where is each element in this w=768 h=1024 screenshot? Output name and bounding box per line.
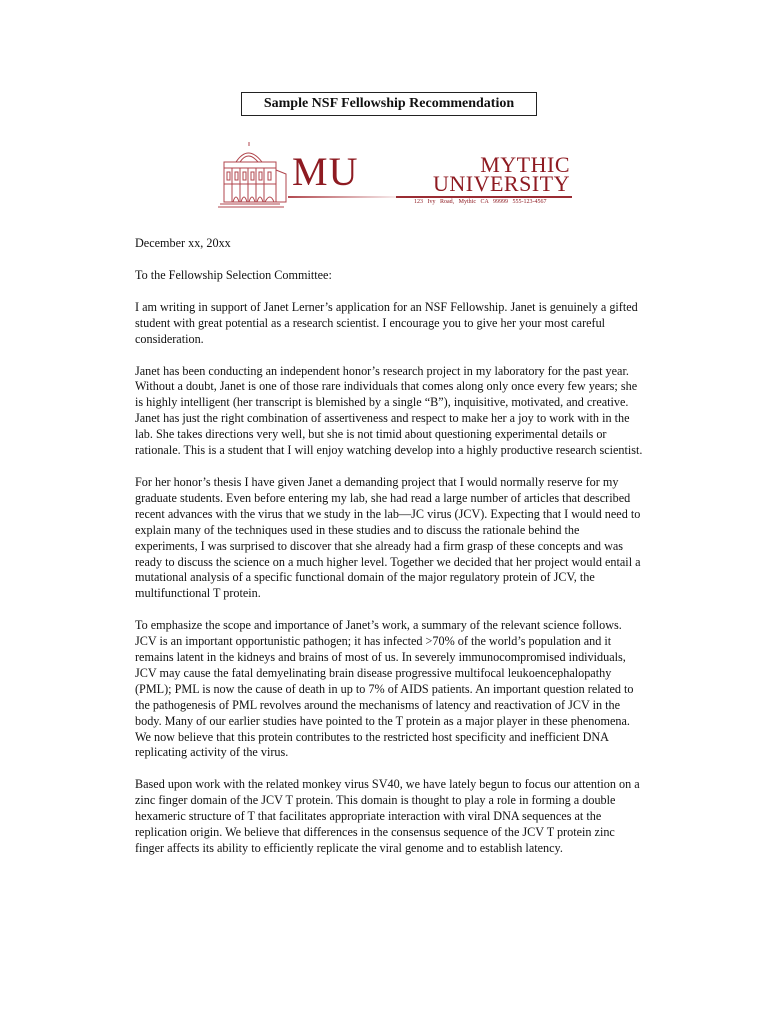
university-name-line2: UNIVERSITY [433,171,570,196]
university-name-line1: MYTHIC [480,152,570,177]
letter-date: December xx, 20xx [135,236,231,250]
letter-paragraph: Based upon work with the related monkey virus SV40, we have lately begun to focus our attention on a zinc finger domain of the JCV T protein. This domain is thought to play a role in forming a double hexameric structure of T that facilitates appropriate interaction with viral DNA sequences at the replication origin. We believe that differences in the consensus sequence of the JCV T protein zinc finger affects its ability to efficiently replicate the viral genome and to establish latency. [135,777,640,855]
letter-paragraph: To emphasize the scope and importance of Janet’s work, a summary of the relevant science follows. JCV is an important opportunistic pathogen; it has infected >70% of the world’s population and it remains latent in the kidneys and brains of most of us. In severely immunocompromised individuals, JCV may cause the fatal demyelinating brain disease progressive multifocal leukoencephalopathy (PML); PML is now the cause of death in up to 7% of AIDS patients. An important question related to the pathogenesis of PML revolves around the mechanisms of latency and reactivation of JCV in the body. Many of our earlier studies have pointed to the T protein as a major player in these phenomena. We now believe that this protein contributes to the restricted host specificity and inefficient DNA replicating activity of the virus. [135,618,634,760]
logo-initials: MU [292,149,359,194]
document-title: Sample NSF Fellowship Recommendation [241,92,537,116]
university-address: 123 Ivy Road, Mythic CA 99999 555-123-4567 [414,199,547,205]
letter-body [135,236,645,873]
letterhead-rule [396,196,572,198]
university-building-logo [218,140,290,210]
letter-paragraph: Janet has been conducting an independent honor’s research project in my laboratory for the past year. Without a doubt, Janet is one of those rare individuals that comes along only once every few years; she is highly intelligent (her transcript is blemished by a single “B”), inquisitive, motivated, and creative. Janet has just the right combination of assertiveness and respect to make her a joy to work with in the lab. She takes directions very well, but she is not timid about questioning experimental details or rationale. This is a student that I will enjoy watching develop into a highly productive research scientist. [135,363,643,458]
letter-salutation: To the Fellowship Selection Committee: [135,267,332,282]
letterhead [218,138,578,214]
letter-paragraph: I am writing in support of Janet Lerner’s application for an NSF Fellowship. Janet is genuinely a gifted student with great potential as a research scientist. I encourage you to give her your most careful consideration. [135,299,638,346]
letter-paragraph: For her honor’s thesis I have given Janet a demanding project that I would normally reserve for my graduate students. Even before entering my lab, she had read a large number of articles that described recent advances with the virus that we study in the lab—JC virus (JCV). Expecting that I would need to explain many of the techniques used in these studies and to discuss the rationale behind the experiments, I was surprised to discover that she already had a firm grasp of these concepts and was ready to discuss the science on a much higher level. Together we decided that her project would entail a mutational analysis of a specific functional domain of the major regulatory protein of JCV, the multifunctional T protein. [135,474,641,601]
logo-divider [288,196,398,198]
